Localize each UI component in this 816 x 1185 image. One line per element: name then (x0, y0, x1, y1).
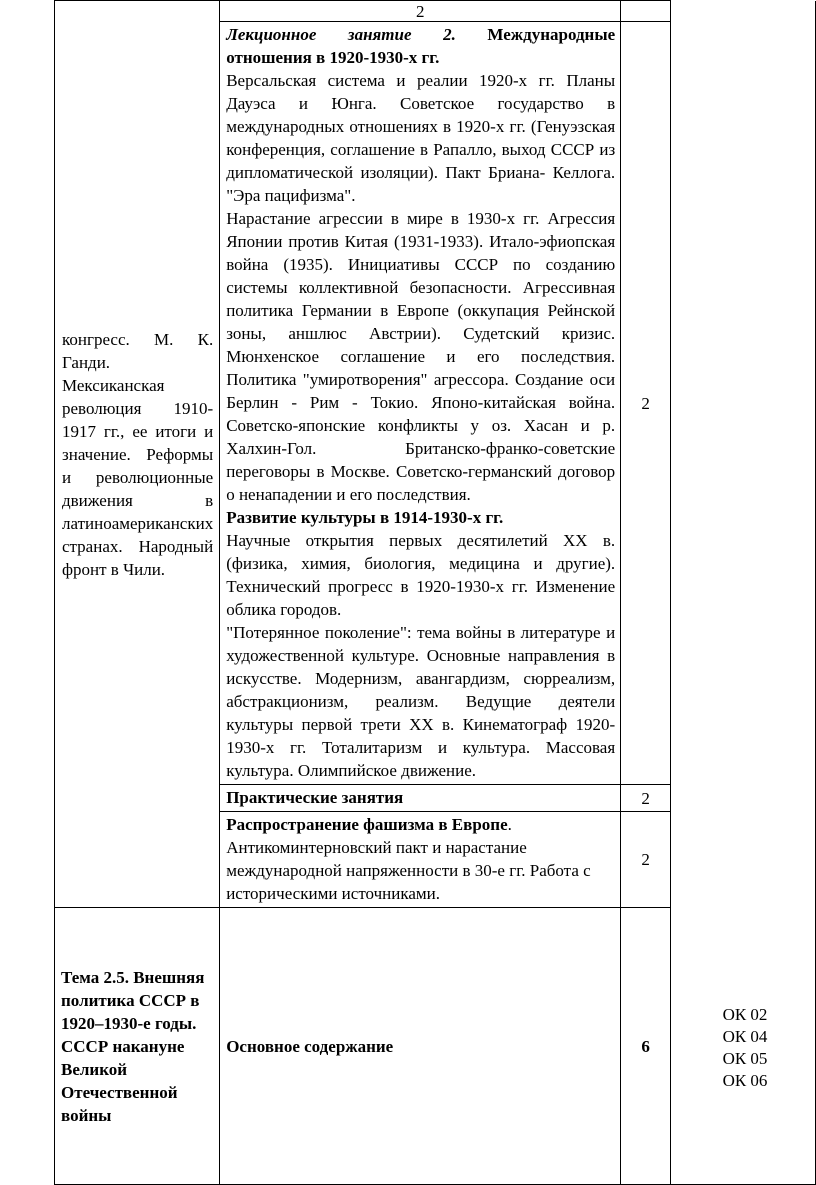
lecture-cell (220, 22, 621, 785)
lecture-paragraph: Научные открытия первых десятилетий XX в. (физика, химия, биология, медицина и другие). Технический прогресс в 1920-1930-х гг. Изменение облика городов. (226, 531, 616, 619)
lecture-paragraph: "Потерянное поколение": тема войны в литературе и художественной культуре. Основные направления в искусстве. Модернизм, авангардизм, сюрреализм, абстракционизм, реализм. Ведущие деятели культуры первой трети XX в. Кинематограф 1920-1930-х гг. Тоталитаризм и культура. Массовая культура. Олимпийское движение. (226, 623, 616, 780)
practical-label: Практические занятия (220, 785, 621, 812)
fascism-text: Антикоминтерновский пакт и нарастание международной напряженности в 30-е гг. Работа с историческими источниками. (226, 838, 591, 903)
lecture-hours: 2 (621, 22, 671, 785)
competency-item: ОК 06 (722, 1071, 768, 1090)
competency-item: ОК 05 (722, 1049, 768, 1068)
fascism-title: Распространение фашизма в Европе (226, 815, 508, 834)
fascism-hours: 2 (621, 812, 671, 908)
competency-item: ОК 04 (722, 1027, 768, 1046)
competency-item: ОК 02 (722, 1005, 768, 1024)
theme-hours: 6 (621, 908, 671, 1185)
left-column-text: конгресс. М. К. Ганди. Мексиканская революция 1910-1917 гг., ее итоги и значение. Реформы и революционные движения в латиноамериканских странах. Народный фронт в Чили. (62, 329, 214, 579)
table-row (55, 1, 816, 22)
left-column-cell (55, 1, 220, 908)
culture-title: Развитие культуры в 1914-1930-х гг. (226, 508, 504, 527)
header-empty-cell (621, 1, 671, 22)
content-label: Основное содержание (220, 908, 621, 1185)
competency-list (680, 1004, 810, 1092)
fascism-cell: Распространение фашизма в Европе. Антикоминтерновский пакт и нарастание международной напряженности в 30-е гг. Работа с историческими источниками. (220, 812, 621, 908)
header-number-cell (220, 1, 621, 22)
lecture-title: Лекционное занятие 2. Международные отношения в 1920-1930-х гг. (226, 25, 616, 67)
header-number: 2 (415, 1, 425, 21)
practical-hours: 2 (621, 785, 671, 812)
theme-title: Тема 2.5. Внешняя политика СССР в 1920–1930-е годы. СССР накануне Великой Отечественной войны (55, 908, 220, 1185)
lecture-paragraph: Версальская система и реалии 1920-х гг. Планы Дауэса и Юнга. Советское государство в международных отношениях в 1920-х гг. (Генуэзская конференция, соглашение в Рапалло, выход СССР из дипломатической изоляции). Пакт Бриана- Келлога. "Эра пацифизма". (226, 71, 616, 205)
lecture-paragraph: Нарастание агрессии в мире в 1930-х гг. Агрессия Японии против Китая (1931-1933). Итало-эфиопская война (1935). Инициативы СССР по созданию системы коллективной безопасности. Агрессивная политика Германии в Европе (оккупация Рейнской зоны, аншлюс Австрии). Судетский кризис. Мюнхенское соглашение и его последствия. Политика "умиротворения" агрессора. Создание оси Берлин - Рим - Токио. Японо-китайская война. Советско-японские конфликты у оз. Хасан и р. Халхин-Гол. Британско-франко-советские переговоры в Москве. Советско-германский договор о ненападении и его последствия. (226, 209, 616, 504)
